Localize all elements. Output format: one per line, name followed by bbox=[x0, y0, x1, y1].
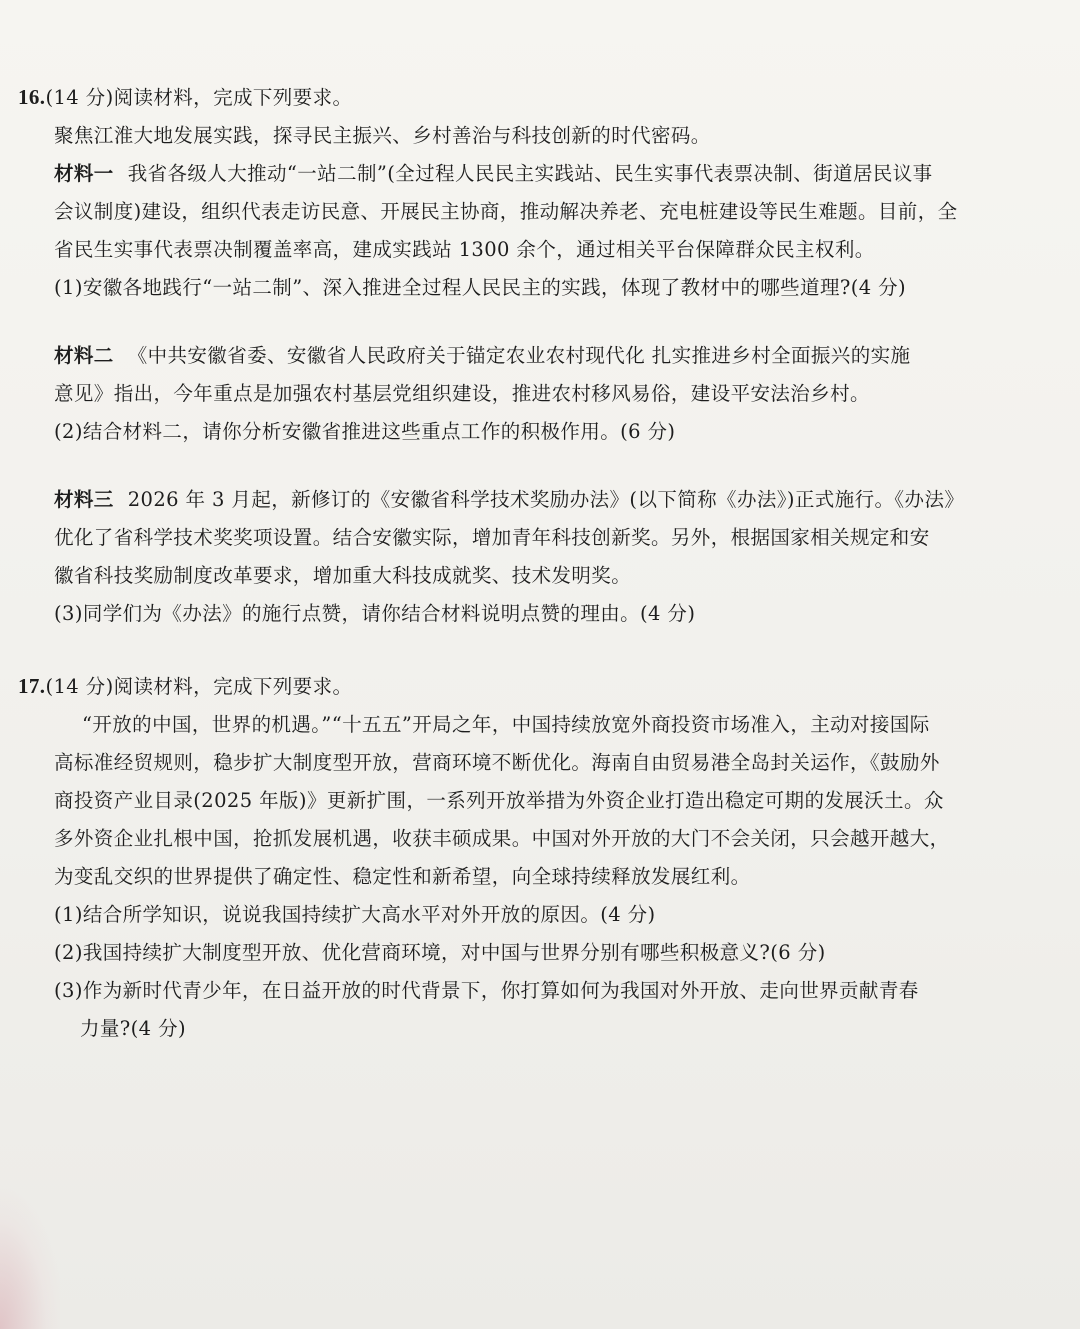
q16-question1: (1)安徽各地践行“一站二制”、深入推进全过程人民民主的实践，体现了教材中的哪些道理?(4 分) bbox=[54, 276, 907, 299]
material3-text-3: 徽省科技奖励制度改革要求，增加重大科技成就奖、技术发明奖。 bbox=[54, 564, 632, 587]
q17-passage-1: “开放的中国，世界的机遇。”“十五五”开局之年，中国持续放宽外商投资市场准入，主动对接国际 bbox=[82, 713, 930, 736]
page-corner-shadow bbox=[0, 1189, 60, 1329]
q17-passage-4: 多外资企业扎根中国，抢抓发展机遇，收获丰硕成果。中国对外开放的大门不会关闭，只会越开越大， bbox=[54, 827, 950, 850]
q17-question2: (2)我国持续扩大制度型开放、优化营商环境，对中国与世界分别有哪些积极意义?(6 分) bbox=[54, 941, 826, 964]
q17-passage-5: 为变乱交织的世界提供了确定性、稳定性和新希望，向全球持续释放发展红利。 bbox=[54, 865, 751, 888]
q16-question2: (2)结合材料二，请你分析安徽省推进这些重点工作的积极作用。(6 分) bbox=[54, 420, 676, 443]
q17-question3-line1: (3)作为新时代青少年，在日益开放的时代背景下，你打算如何为我国对外开放、走向世界贡献青春 bbox=[54, 979, 919, 1002]
q16-header-text: (14 分)阅读材料，完成下列要求。 bbox=[45, 86, 353, 109]
exam-content bbox=[18, 78, 1068, 1048]
material3-text-1: 2026 年 3 月起，新修订的《安徽省科学技术奖励办法》(以下简称《办法》)正式施行。《办法》 bbox=[127, 488, 965, 511]
material1-text-3: 省民生实事代表票决制覆盖率高，建成实践站 1300 余个，通过相关平台保障群众民主权利。 bbox=[54, 238, 875, 261]
material1-label: 材料一 bbox=[54, 162, 114, 185]
material2-text-2: 意见》指出，今年重点是加强农村基层党组织建设，推进农村移风易俗，建设平安法治乡村。 bbox=[54, 382, 870, 405]
q17-header-text: (14 分)阅读材料，完成下列要求。 bbox=[45, 675, 353, 698]
q16-question3: (3)同学们为《办法》的施行点赞，请你结合材料说明点赞的理由。(4 分) bbox=[54, 602, 696, 625]
q16-material2-line1 bbox=[18, 337, 1068, 375]
q16-number: 16. bbox=[18, 85, 46, 109]
q17-passage-2: 高标准经贸规则，稳步扩大制度型开放，营商环境不断优化。海南自由贸易港全岛封关运作，《鼓励外 bbox=[54, 751, 940, 774]
q16-material1-line1 bbox=[18, 155, 1068, 193]
q16-material3-line1 bbox=[18, 481, 1068, 519]
q17-number: 17. bbox=[18, 674, 46, 698]
q16-intro: 聚焦江淮大地发展实践，探寻民主振兴、乡村善治与科技创新的时代密码。 bbox=[54, 124, 711, 147]
material3-label: 材料三 bbox=[54, 488, 114, 511]
material3-text-2: 优化了省科学技术奖奖项设置。结合安徽实际，增加青年科技创新奖。另外，根据国家相关规定和安 bbox=[54, 526, 930, 549]
material2-label: 材料二 bbox=[54, 344, 114, 367]
q17-question3-line2: 力量?(4 分) bbox=[80, 1017, 186, 1040]
material1-text-2: 会议制度)建设，组织代表走访民意、开展民主协商，推动解决养老、充电桩建设等民生难题。目前，全 bbox=[54, 200, 958, 223]
material1-text-1: 我省各级人大推动“一站二制”(全过程人民民主实践站、民生实事代表票决制、街道居民议事 bbox=[127, 162, 933, 185]
q17-header bbox=[18, 667, 1068, 706]
q17-question1: (1)结合所学知识，说说我国持续扩大高水平对外开放的原因。(4 分) bbox=[54, 903, 656, 926]
material2-text-1: 《中共安徽省委、安徽省人民政府关于锚定农业农村现代化 扎实推进乡村全面振兴的实施 bbox=[127, 344, 911, 367]
q17-passage-3: 商投资产业目录(2025 年版)》更新扩围，一系列开放举措为外资企业打造出稳定可期的发展沃土。众 bbox=[54, 789, 944, 812]
q16-header bbox=[18, 78, 1068, 117]
